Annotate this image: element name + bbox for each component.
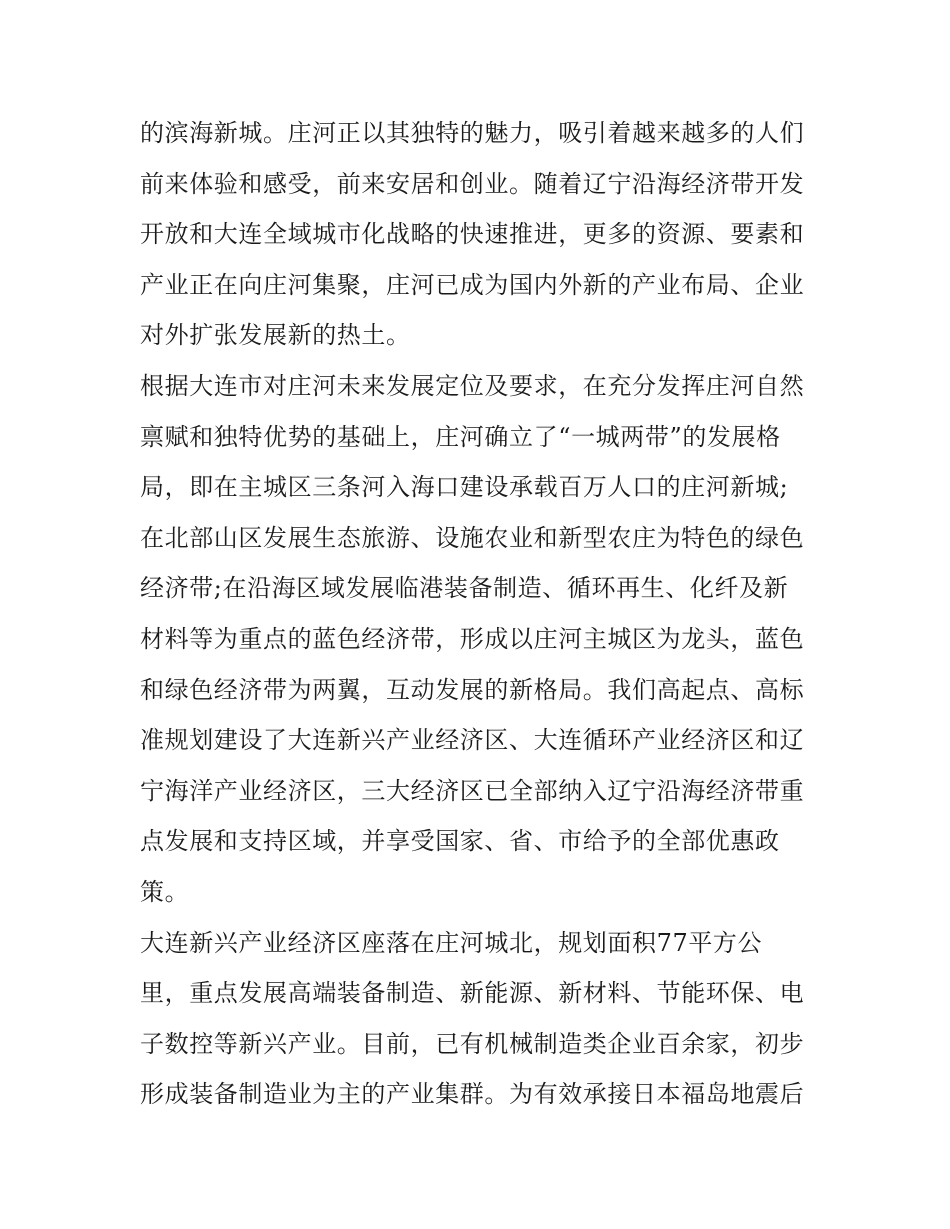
text-line: 和绿色经济带为两翼，互动发展的新格局。我们高起点、高标 — [140, 675, 805, 704]
text-line: 材料等为重点的蓝色经济带，形成以庄河主城区为龙头，蓝色 — [140, 624, 805, 653]
text-line: 点发展和支持区域，并享受国家、省、市给予的全部优惠政 — [140, 827, 780, 856]
text-line: 经济带;在沿海区域发展临港装备制造、循环再生、化纤及新 — [140, 574, 789, 603]
text-line: 前来体验和感受，前来安居和创业。随着辽宁沿海经济带开发 — [140, 169, 805, 198]
text-line: 开放和大连全域城市化战略的快速推进，更多的资源、要素和 — [140, 220, 805, 249]
text-line: 里，重点发展高端装备制造、新能源、新材料、节能环保、电 — [140, 979, 805, 1008]
text-line: 大连新兴产业经济区座落在庄河城北，规划面积77平方公 — [140, 928, 763, 957]
text-line: 策。 — [140, 877, 190, 906]
text-line: 产业正在向庄河集聚，庄河已成为国内外新的产业布局、企业 — [140, 270, 805, 299]
text-line: 宁海洋产业经济区，三大经济区已全部纳入辽宁沿海经济带重 — [140, 776, 805, 805]
text-line: 局，即在主城区三条河入海口建设承载百万人口的庄河新城; — [140, 473, 789, 502]
document-body — [140, 108, 820, 1120]
text-line: 子数控等新兴产业。目前，已有机械制造类企业百余家，初步 — [140, 1029, 805, 1058]
text-line: 的滨海新城。庄河正以其独特的魅力，吸引着越来越多的人们 — [140, 119, 805, 147]
text-line: 对外扩张发展新的热土。 — [140, 321, 411, 350]
text-line: 在北部山区发展生态旅游、设施农业和新型农庄为特色的绿色 — [140, 523, 805, 552]
text-line: 根据大连市对庄河未来发展定位及要求，在充分发挥庄河自然 — [140, 371, 805, 400]
text-line: 准规划建设了大连新兴产业经济区、大连循环产业经济区和辽 — [140, 726, 805, 755]
text-line: 形成装备制造业为主的产业集群。为有效承接日本福岛地震后 — [140, 1080, 805, 1109]
text-line: 禀赋和独特优势的基础上，庄河确立了“一城两带”的发展格 — [140, 422, 781, 451]
